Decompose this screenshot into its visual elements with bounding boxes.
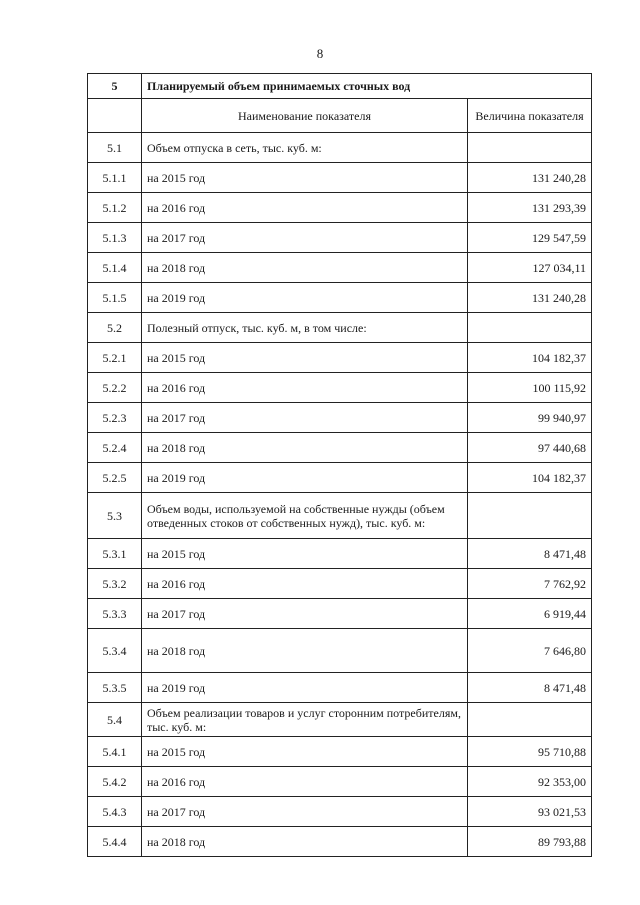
table-row — [88, 403, 592, 433]
row-value: 104 182,37 — [468, 343, 592, 373]
row-value: 100 115,92 — [468, 373, 592, 403]
row-name: на 2019 год — [142, 463, 468, 493]
row-number: 5.1.2 — [88, 193, 142, 223]
row-name: на 2016 год — [142, 193, 468, 223]
section-title: Планируемый объем принимаемых сточных вод — [142, 74, 592, 99]
page-number: 8 — [316, 46, 324, 61]
row-value: 92 353,00 — [468, 767, 592, 797]
table-row — [88, 313, 592, 343]
row-name: на 2018 год — [142, 827, 468, 857]
row-value: 97 440,68 — [468, 433, 592, 463]
row-value — [468, 493, 592, 539]
row-value: 89 793,88 — [468, 827, 592, 857]
row-name: на 2016 год — [142, 373, 468, 403]
table-row — [88, 569, 592, 599]
row-name: на 2018 год — [142, 253, 468, 283]
row-name: Объем воды, используемой на собственные нужды (объем отведенных стоков от собственных нужд), тыс. куб. м: — [142, 493, 468, 539]
table-row — [88, 433, 592, 463]
row-value: 7 762,92 — [468, 569, 592, 599]
row-value: 129 547,59 — [468, 223, 592, 253]
row-value: 131 293,39 — [468, 193, 592, 223]
row-value: 104 182,37 — [468, 463, 592, 493]
row-number: 5.2.4 — [88, 433, 142, 463]
table-row — [88, 223, 592, 253]
column-header-name: Наименование показателя — [142, 99, 468, 133]
row-number: 5.3.4 — [88, 629, 142, 673]
row-number: 5.2.5 — [88, 463, 142, 493]
column-header-number — [88, 99, 142, 133]
row-value: 131 240,28 — [468, 283, 592, 313]
row-value: 8 471,48 — [468, 539, 592, 569]
table-row — [88, 373, 592, 403]
row-name: на 2017 год — [142, 599, 468, 629]
row-value: 6 919,44 — [468, 599, 592, 629]
table-row — [88, 493, 592, 539]
row-name: на 2015 год — [142, 163, 468, 193]
row-number: 5.1 — [88, 133, 142, 163]
row-number: 5.3.2 — [88, 569, 142, 599]
table-row — [88, 599, 592, 629]
row-name: на 2018 год — [142, 629, 468, 673]
table-row — [88, 703, 592, 737]
row-name: на 2015 год — [142, 539, 468, 569]
row-name: на 2017 год — [142, 403, 468, 433]
row-number: 5.3.5 — [88, 673, 142, 703]
row-number: 5.1.3 — [88, 223, 142, 253]
row-name: на 2017 год — [142, 797, 468, 827]
row-number: 5.4.3 — [88, 797, 142, 827]
row-number: 5.3.1 — [88, 539, 142, 569]
table-row — [88, 737, 592, 767]
column-header-value: Величина показателя — [468, 99, 592, 133]
row-value: 131 240,28 — [468, 163, 592, 193]
row-name: на 2019 год — [142, 283, 468, 313]
row-number: 5.4.2 — [88, 767, 142, 797]
table-row — [88, 253, 592, 283]
row-number: 5.4 — [88, 703, 142, 737]
row-name: на 2019 год — [142, 673, 468, 703]
row-number: 5.3 — [88, 493, 142, 539]
row-value — [468, 133, 592, 163]
row-number: 5.4.4 — [88, 827, 142, 857]
table-row — [88, 673, 592, 703]
table-row — [88, 827, 592, 857]
table-row — [88, 343, 592, 373]
row-name: на 2016 год — [142, 767, 468, 797]
table-row — [88, 193, 592, 223]
table-row — [88, 539, 592, 569]
row-number: 5.2.1 — [88, 343, 142, 373]
row-number: 5.2 — [88, 313, 142, 343]
row-value: 127 034,11 — [468, 253, 592, 283]
row-number: 5.1.5 — [88, 283, 142, 313]
row-number: 5.1.1 — [88, 163, 142, 193]
row-name: на 2015 год — [142, 343, 468, 373]
section-number: 5 — [88, 74, 142, 99]
table-row — [88, 767, 592, 797]
table-row — [88, 463, 592, 493]
table-row — [88, 133, 592, 163]
row-value: 93 021,53 — [468, 797, 592, 827]
row-name: Объем реализации товаров и услуг сторонним потребителям, тыс. куб. м: — [142, 703, 468, 737]
row-name: на 2018 год — [142, 433, 468, 463]
row-name: Полезный отпуск, тыс. куб. м, в том числе: — [142, 313, 468, 343]
row-name: Объем отпуска в сеть, тыс. куб. м: — [142, 133, 468, 163]
row-value: 7 646,80 — [468, 629, 592, 673]
row-value — [468, 313, 592, 343]
table-row — [88, 283, 592, 313]
row-number: 5.2.3 — [88, 403, 142, 433]
row-number: 5.3.3 — [88, 599, 142, 629]
section-header-row — [88, 74, 592, 99]
row-value: 99 940,97 — [468, 403, 592, 433]
row-number: 5.1.4 — [88, 253, 142, 283]
table-row — [88, 797, 592, 827]
row-value: 95 710,88 — [468, 737, 592, 767]
row-value — [468, 703, 592, 737]
column-header-row — [88, 99, 592, 133]
row-name: на 2015 год — [142, 737, 468, 767]
indicators-table — [87, 73, 592, 857]
row-name: на 2016 год — [142, 569, 468, 599]
row-number: 5.4.1 — [88, 737, 142, 767]
table-row — [88, 163, 592, 193]
table-row — [88, 629, 592, 673]
row-name: на 2017 год — [142, 223, 468, 253]
row-number: 5.2.2 — [88, 373, 142, 403]
row-value: 8 471,48 — [468, 673, 592, 703]
